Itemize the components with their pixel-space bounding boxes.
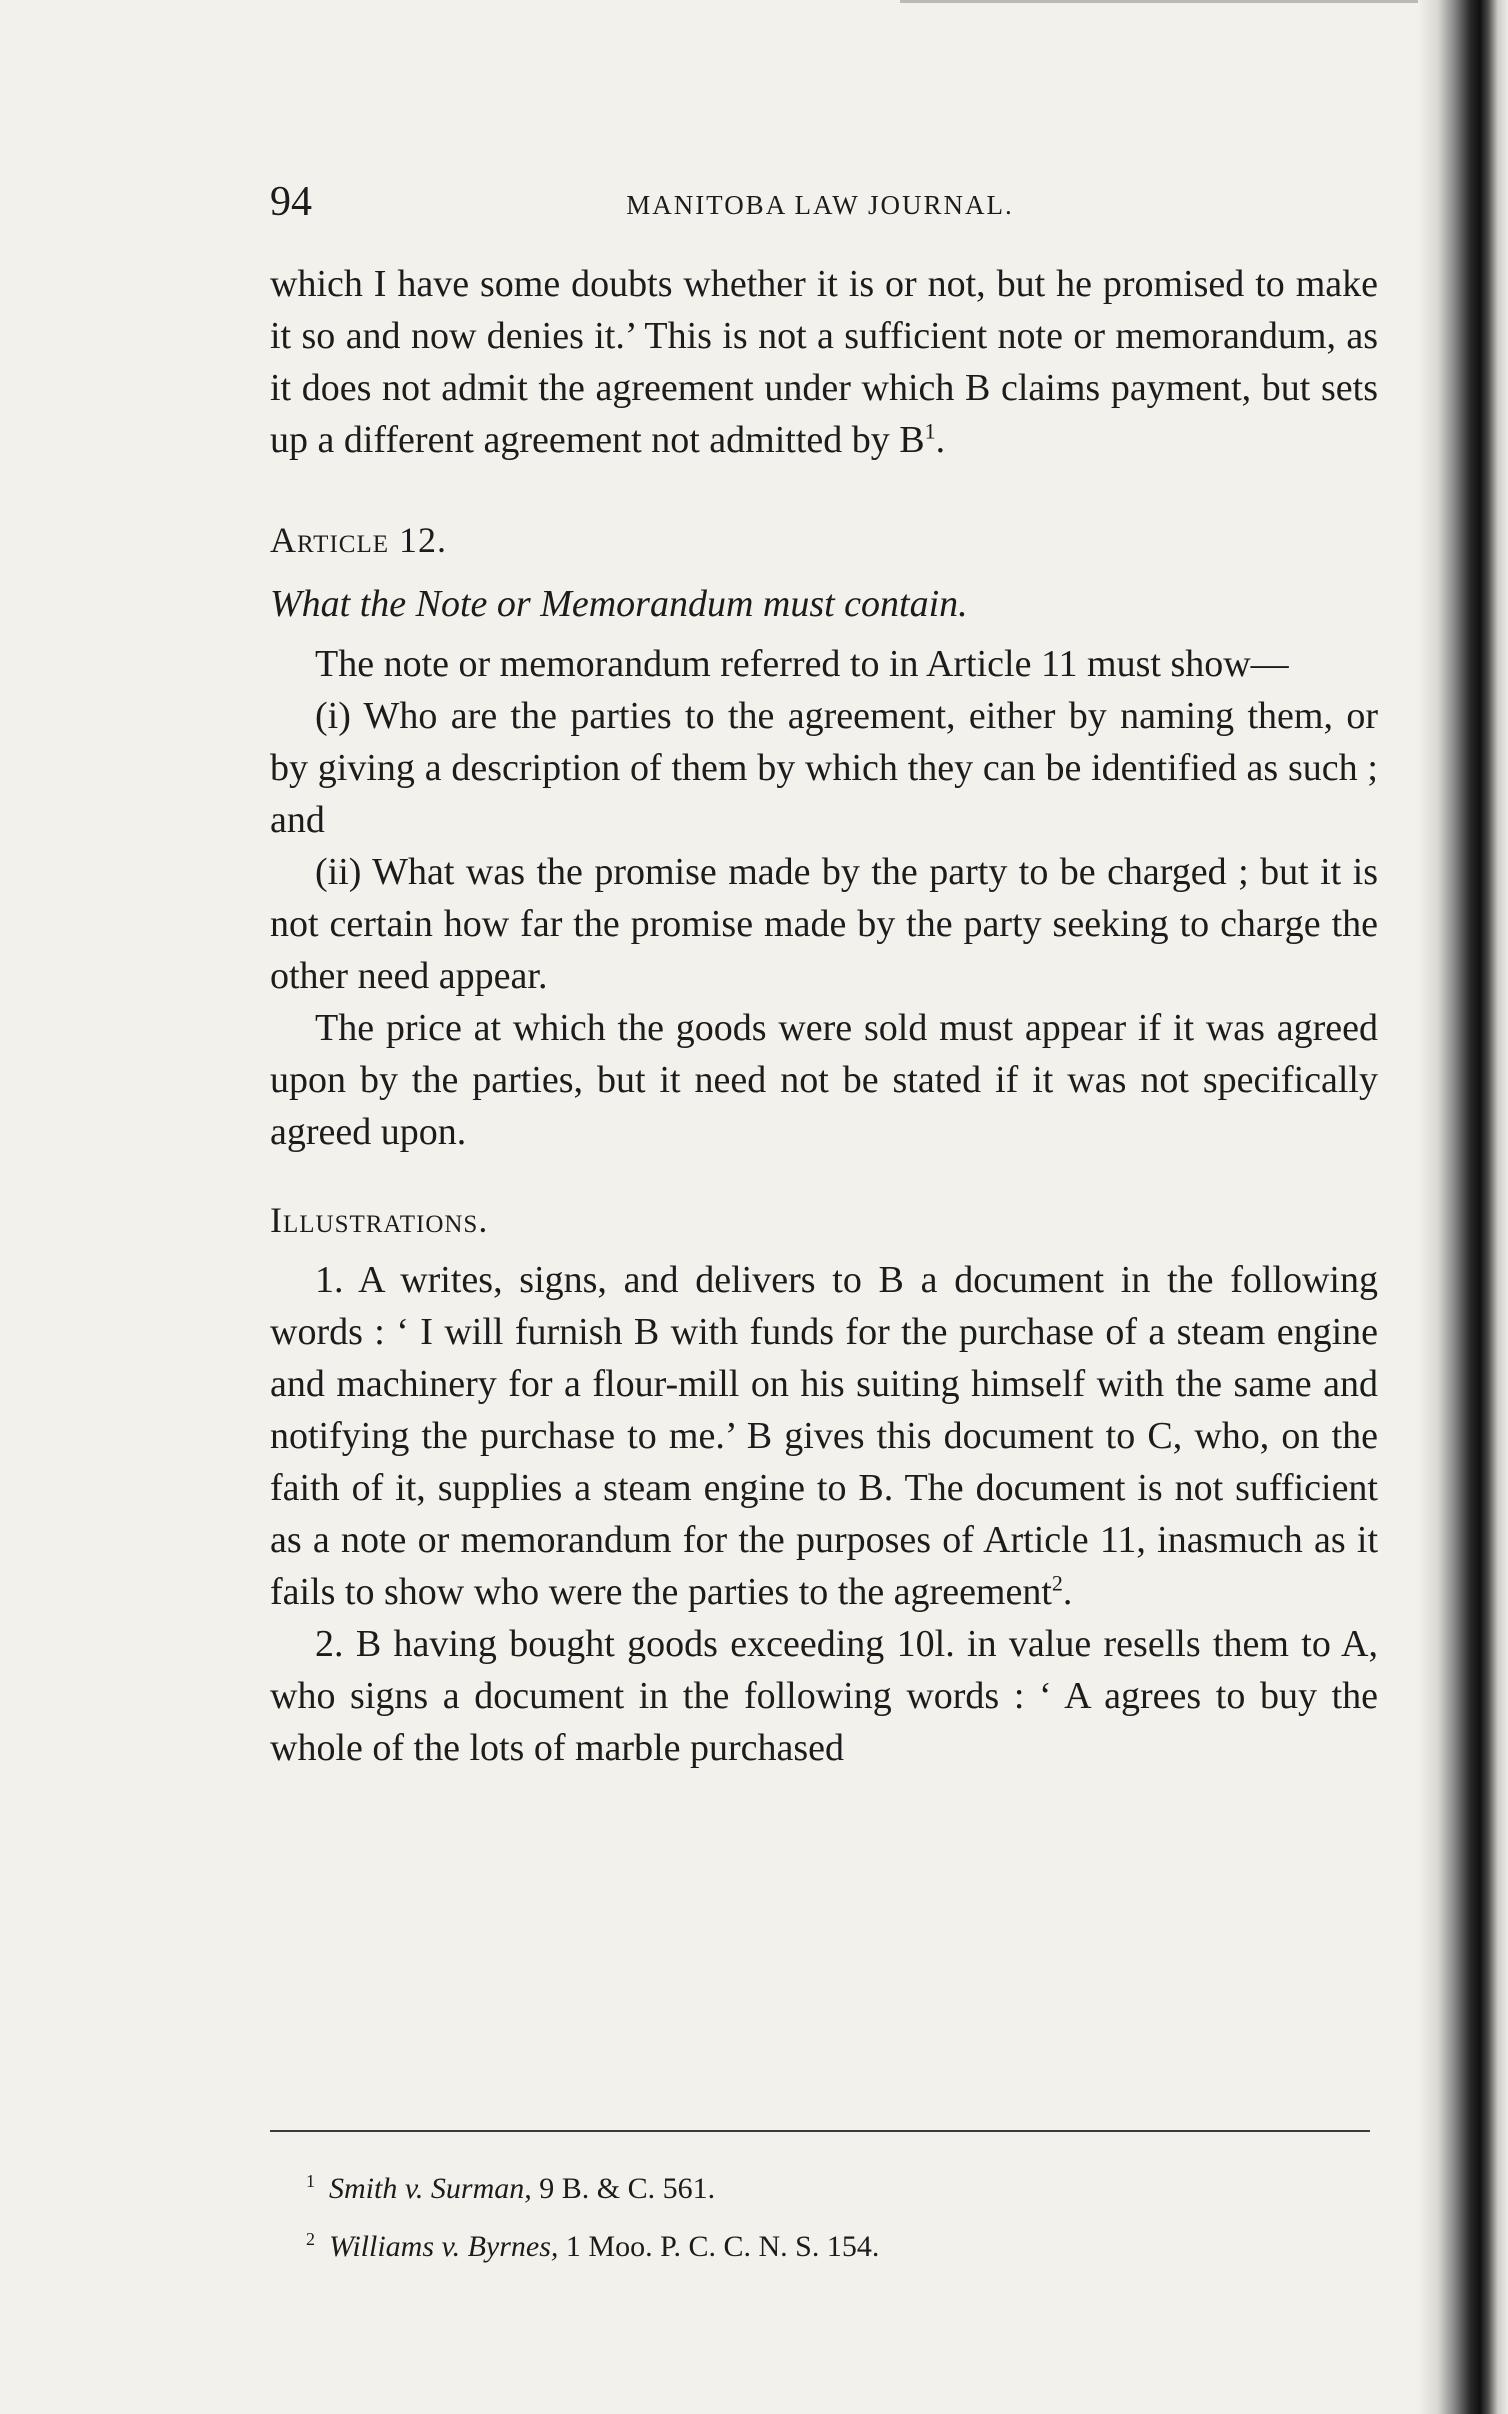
article-heading: Article 12. [270,520,447,560]
page-number: 94 [270,179,312,225]
article-subheading: What the Note or Memorandum must contain. [270,583,968,625]
footnote-1: $^1$ Smith v. Surman, 9 B. & C. 561. [306,2171,716,2205]
page-header [270,178,1370,238]
footnote-ref-1: 1 [924,418,936,444]
page-edge-line [900,0,1420,3]
running-title: MANITOBA LAW JOURNAL. [626,190,1014,220]
book-spine-shadow [1418,0,1508,2414]
page-body [270,258,1378,1774]
paragraph-continuation: which I have some doubts whether it is or not, but he promised to make it so and now denies it.’ This is not a sufficient note or memorandum, as it does not admit the agreement under which B claims payment, but sets up a different agreement not admitted by $B^1$. [270,263,1378,461]
illustrations-heading: Illustrations. [270,1200,489,1240]
paragraph-clause-ii: (ii) What was the promise made by the party to be charged ; but it is not certain how far the promise made by the party seeking to charge the other need appear. [270,851,1378,997]
illustration-2: 2. B having bought goods exceeding 10l. in value resells them to A, who signs a document in the following words : ‘ A agrees to buy the whole of the lots of marble purchased [270,1623,1378,1769]
paragraph-note-must-show: The note or memorandum referred to in Article 11 must show— [315,643,1289,685]
paragraph-clause-i: (i) Who are the parties to the agreement, either by naming them, or by giving a description of them by which they can be identified as such ; and [270,695,1378,841]
footnote-rule [270,2130,1370,2132]
footnote-ref-2: 2 [1051,1570,1063,1596]
paragraph-price: The price at which the goods were sold must appear if it was agreed upon by the parties, but it need not be stated if it was not specifically agreed upon. [270,1007,1378,1153]
illustration-1: 1. A writes, signs, and delivers to B a document in the following words : ‘ I will furnish B with funds for the purchase of a steam engine and machinery for a flour-mill on his suiting himself with the same and notifying the purchase to me.’ B gives this document to C, who, on the faith of it, supplies a steam engine to B. The document is not sufficient as a note or memorandum for the purposes of Article 11, inasmuch as it fails to show who were the parties to the agreement$^2$. [270,1259,1378,1613]
footnote-2: $^2$ Williams v. Byrnes, 1 Moo. P. C. C. N. S. 154. [306,2229,880,2263]
footnotes [270,2130,1378,2272]
